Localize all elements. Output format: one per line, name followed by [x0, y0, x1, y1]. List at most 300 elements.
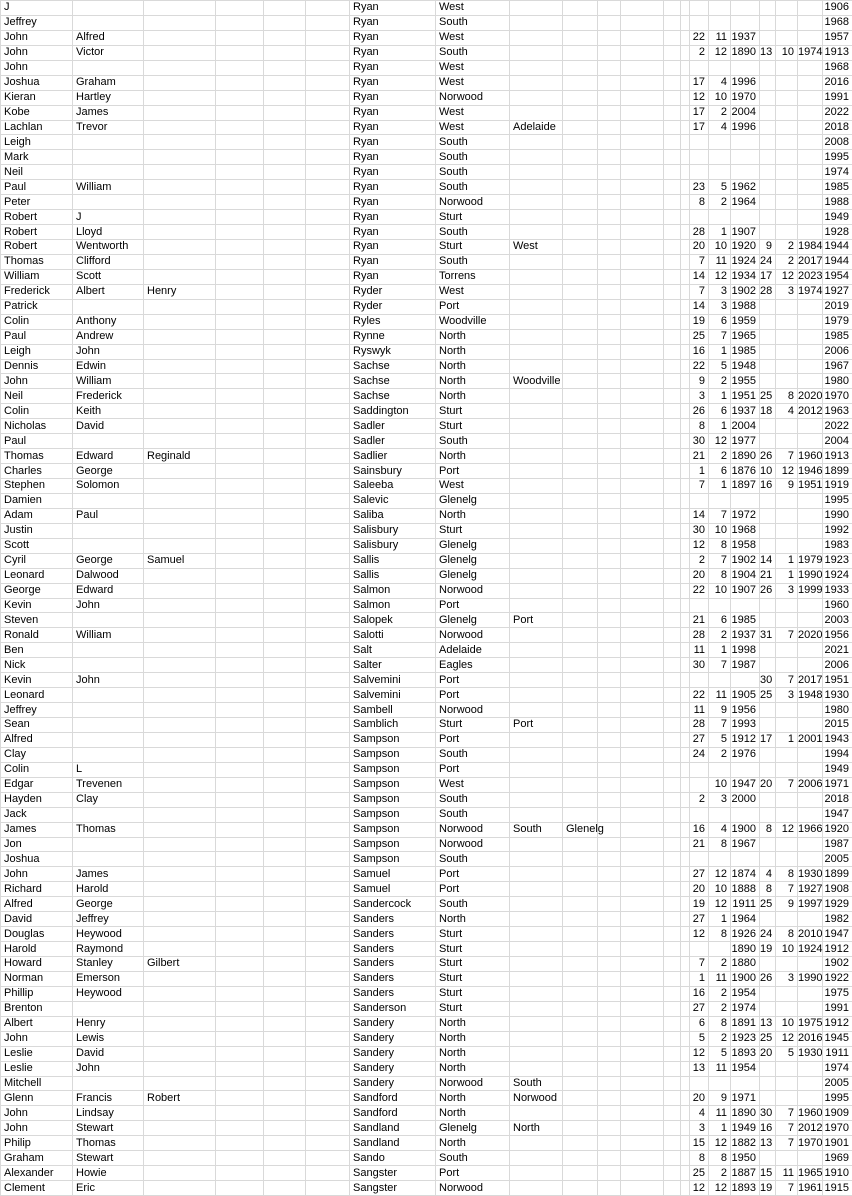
cell[interactable]: 1964 — [731, 912, 760, 927]
cell[interactable] — [621, 90, 664, 105]
cell[interactable] — [798, 658, 823, 673]
cell[interactable] — [144, 404, 216, 419]
cell[interactable]: Paul — [1, 329, 73, 344]
cell[interactable] — [264, 852, 306, 867]
cell[interactable] — [73, 299, 144, 314]
cell[interactable] — [264, 389, 306, 404]
cell[interactable] — [264, 508, 306, 523]
cell[interactable] — [216, 852, 264, 867]
cell[interactable] — [598, 568, 621, 583]
cell[interactable]: Saliba — [350, 508, 436, 523]
cell[interactable] — [216, 1076, 264, 1091]
cell[interactable] — [216, 419, 264, 434]
cell[interactable] — [681, 897, 690, 912]
cell[interactable]: 18 — [760, 404, 776, 419]
cell[interactable] — [709, 1, 731, 16]
cell[interactable] — [563, 523, 598, 538]
cell[interactable]: Ryan — [350, 75, 436, 90]
cell[interactable] — [760, 538, 776, 553]
cell[interactable] — [598, 150, 621, 165]
cell[interactable] — [664, 762, 681, 777]
cell[interactable] — [760, 165, 776, 180]
cell[interactable]: 22 — [690, 583, 709, 598]
cell[interactable]: 1912 — [823, 942, 852, 957]
cell[interactable] — [144, 583, 216, 598]
cell[interactable]: 1944 — [823, 240, 852, 255]
cell[interactable]: 2 — [776, 240, 798, 255]
cell[interactable] — [709, 762, 731, 777]
cell[interactable]: 7 — [690, 254, 709, 269]
cell[interactable] — [563, 986, 598, 1001]
cell[interactable]: Port — [510, 613, 563, 628]
cell[interactable] — [216, 867, 264, 882]
cell[interactable] — [760, 225, 776, 240]
cell[interactable] — [264, 105, 306, 120]
cell[interactable] — [664, 1121, 681, 1136]
cell[interactable] — [510, 628, 563, 643]
cell[interactable]: 1963 — [823, 404, 852, 419]
cell[interactable] — [563, 449, 598, 464]
cell[interactable] — [216, 374, 264, 389]
cell[interactable]: 16 — [760, 1121, 776, 1136]
cell[interactable]: 12 — [709, 1181, 731, 1196]
cell[interactable] — [690, 598, 709, 613]
cell[interactable] — [216, 1, 264, 16]
cell[interactable]: John — [73, 598, 144, 613]
cell[interactable]: 2 — [709, 986, 731, 1001]
cell[interactable] — [681, 195, 690, 210]
cell[interactable] — [621, 508, 664, 523]
cell[interactable]: 1966 — [798, 823, 823, 836]
cell[interactable]: 1951 — [823, 673, 852, 688]
cell[interactable]: 7 — [709, 553, 731, 568]
cell[interactable] — [664, 688, 681, 703]
cell[interactable]: 8 — [760, 882, 776, 897]
cell[interactable] — [216, 165, 264, 180]
cell[interactable] — [760, 1076, 776, 1091]
cell[interactable] — [621, 344, 664, 359]
cell[interactable]: Robert — [1, 240, 73, 255]
cell[interactable] — [760, 344, 776, 359]
cell[interactable]: 8 — [690, 1151, 709, 1166]
cell[interactable] — [306, 553, 350, 568]
cell[interactable]: 2020 — [798, 389, 823, 402]
cell[interactable]: 1962 — [731, 180, 760, 195]
cell[interactable] — [598, 747, 621, 762]
cell[interactable] — [664, 479, 681, 494]
cell[interactable] — [681, 927, 690, 942]
cell[interactable] — [621, 389, 664, 404]
cell[interactable] — [510, 523, 563, 538]
cell[interactable]: 1949 — [823, 762, 852, 777]
cell[interactable]: South — [436, 852, 510, 867]
cell[interactable]: 2 — [709, 449, 731, 464]
cell[interactable] — [664, 523, 681, 538]
cell[interactable] — [681, 419, 690, 434]
cell[interactable]: Glenelg — [436, 568, 510, 583]
cell[interactable]: Jeffrey — [1, 15, 73, 30]
cell[interactable]: 7 — [776, 673, 798, 688]
cell[interactable] — [664, 299, 681, 314]
cell[interactable]: 1901 — [823, 1136, 852, 1151]
cell[interactable]: 1933 — [823, 583, 852, 598]
cell[interactable]: David — [1, 912, 73, 927]
cell[interactable]: 19 — [760, 942, 776, 957]
cell[interactable] — [264, 269, 306, 284]
cell[interactable] — [144, 329, 216, 344]
cell[interactable] — [681, 15, 690, 30]
cell[interactable] — [681, 30, 690, 45]
cell[interactable]: Sanders — [350, 986, 436, 1001]
cell[interactable] — [664, 284, 681, 299]
cell[interactable] — [598, 1136, 621, 1151]
cell[interactable] — [216, 389, 264, 404]
cell[interactable] — [306, 1181, 350, 1196]
cell[interactable] — [598, 927, 621, 942]
cell[interactable]: Port — [436, 882, 510, 897]
cell[interactable] — [264, 628, 306, 643]
cell[interactable]: 20 — [690, 882, 709, 897]
cell[interactable]: 13 — [760, 45, 776, 60]
cell[interactable] — [216, 583, 264, 598]
cell[interactable]: Sturt — [436, 986, 510, 1001]
cell[interactable]: 1985 — [731, 344, 760, 359]
cell[interactable]: Sturt — [436, 957, 510, 972]
cell[interactable] — [664, 1016, 681, 1031]
cell[interactable]: West — [436, 120, 510, 135]
cell[interactable] — [563, 852, 598, 867]
cell[interactable] — [621, 150, 664, 165]
cell[interactable]: 10 — [776, 45, 798, 60]
cell[interactable] — [510, 986, 563, 1001]
cell[interactable]: 10 — [760, 464, 776, 479]
cell[interactable] — [216, 732, 264, 747]
cell[interactable] — [776, 75, 798, 90]
cell[interactable] — [144, 688, 216, 703]
cell[interactable] — [621, 822, 664, 837]
cell[interactable] — [776, 1061, 798, 1076]
cell[interactable] — [144, 269, 216, 284]
cell[interactable] — [510, 165, 563, 180]
cell[interactable] — [598, 314, 621, 329]
cell[interactable]: 3 — [776, 971, 798, 986]
cell[interactable]: 10 — [709, 777, 731, 792]
cell[interactable] — [664, 1091, 681, 1106]
cell[interactable] — [731, 15, 760, 30]
cell[interactable] — [216, 553, 264, 568]
cell[interactable]: Salmon — [350, 598, 436, 613]
cell[interactable]: 2004 — [731, 105, 760, 120]
cell[interactable] — [306, 180, 350, 195]
cell[interactable] — [798, 718, 823, 733]
cell[interactable] — [760, 493, 776, 508]
cell[interactable] — [264, 180, 306, 195]
cell[interactable] — [216, 240, 264, 255]
cell[interactable]: 12 — [776, 822, 798, 837]
cell[interactable] — [264, 867, 306, 882]
cell[interactable]: North — [436, 1106, 510, 1121]
cell[interactable] — [144, 747, 216, 762]
cell[interactable] — [664, 105, 681, 120]
cell[interactable]: 11 — [709, 254, 731, 269]
cell[interactable] — [664, 449, 681, 464]
cell[interactable] — [510, 568, 563, 583]
cell[interactable]: 1983 — [823, 538, 852, 553]
cell[interactable] — [306, 822, 350, 837]
cell[interactable] — [216, 598, 264, 613]
cell[interactable] — [306, 329, 350, 344]
cell[interactable]: 2008 — [823, 135, 852, 150]
cell[interactable] — [264, 329, 306, 344]
cell[interactable] — [621, 643, 664, 658]
cell[interactable] — [510, 1166, 563, 1181]
cell[interactable]: 12 — [709, 45, 731, 60]
cell[interactable] — [563, 658, 598, 673]
cell[interactable] — [216, 1061, 264, 1076]
cell[interactable] — [264, 703, 306, 718]
cell[interactable]: 13 — [760, 1016, 776, 1031]
cell[interactable]: Glenelg — [436, 493, 510, 508]
cell[interactable] — [510, 942, 563, 957]
cell[interactable] — [306, 628, 350, 643]
cell[interactable] — [598, 852, 621, 867]
cell[interactable]: West — [436, 1, 510, 16]
cell[interactable] — [681, 314, 690, 329]
cell[interactable] — [776, 837, 798, 852]
cell[interactable] — [798, 15, 823, 30]
cell[interactable] — [760, 703, 776, 718]
cell[interactable]: 12 — [709, 1136, 731, 1151]
cell[interactable] — [681, 777, 690, 792]
cell[interactable] — [776, 419, 798, 434]
cell[interactable]: Rynne — [350, 329, 436, 344]
cell[interactable]: 3 — [690, 389, 709, 404]
cell[interactable]: William — [1, 269, 73, 284]
cell[interactable] — [760, 120, 776, 135]
cell[interactable]: Leslie — [1, 1061, 73, 1076]
cell[interactable] — [563, 747, 598, 762]
cell[interactable] — [731, 1076, 760, 1091]
cell[interactable]: Ryan — [350, 120, 436, 135]
cell[interactable] — [510, 538, 563, 553]
cell[interactable]: 24 — [690, 747, 709, 762]
cell[interactable] — [216, 150, 264, 165]
cell[interactable] — [563, 1166, 598, 1181]
cell[interactable]: 1990 — [798, 569, 823, 582]
cell[interactable]: Clay — [73, 792, 144, 807]
cell[interactable] — [144, 195, 216, 210]
cell[interactable]: 4 — [709, 75, 731, 90]
cell[interactable]: Ryan — [350, 90, 436, 105]
cell[interactable]: 1927 — [823, 284, 852, 299]
cell[interactable] — [73, 135, 144, 150]
cell[interactable]: 2017 — [798, 255, 823, 268]
cell[interactable] — [598, 957, 621, 972]
cell[interactable] — [144, 359, 216, 374]
cell[interactable] — [216, 30, 264, 45]
cell[interactable] — [306, 210, 350, 225]
cell[interactable]: Sampson — [350, 747, 436, 762]
cell[interactable]: 1961 — [798, 1181, 823, 1194]
cell[interactable] — [563, 404, 598, 419]
cell[interactable] — [621, 299, 664, 314]
cell[interactable] — [681, 449, 690, 464]
cell[interactable]: 1900 — [731, 822, 760, 837]
cell[interactable]: 4 — [709, 822, 731, 837]
cell[interactable]: North — [436, 329, 510, 344]
cell[interactable]: Emerson — [73, 971, 144, 986]
cell[interactable]: Sallis — [350, 553, 436, 568]
cell[interactable]: Salt — [350, 643, 436, 658]
cell[interactable] — [264, 613, 306, 628]
cell[interactable] — [798, 150, 823, 165]
cell[interactable]: 6 — [709, 314, 731, 329]
cell[interactable] — [264, 792, 306, 807]
cell[interactable]: John — [1, 1121, 73, 1136]
cell[interactable] — [681, 1061, 690, 1076]
cell[interactable] — [510, 1151, 563, 1166]
cell[interactable] — [681, 60, 690, 75]
cell[interactable]: Joshua — [1, 75, 73, 90]
cell[interactable]: Sturt — [436, 927, 510, 942]
cell[interactable] — [664, 957, 681, 972]
cell[interactable] — [621, 254, 664, 269]
cell[interactable] — [216, 60, 264, 75]
cell[interactable] — [664, 1, 681, 16]
cell[interactable]: 21 — [690, 613, 709, 628]
cell[interactable]: 2010 — [798, 927, 823, 940]
cell[interactable] — [264, 165, 306, 180]
cell[interactable]: 1906 — [823, 1, 852, 16]
cell[interactable]: Leonard — [1, 568, 73, 583]
cell[interactable] — [144, 538, 216, 553]
cell[interactable] — [306, 777, 350, 792]
cell[interactable] — [776, 986, 798, 1001]
cell[interactable]: Woodville — [510, 374, 563, 389]
cell[interactable]: 27 — [690, 732, 709, 747]
cell[interactable]: Albert — [1, 1016, 73, 1031]
cell[interactable]: 1954 — [731, 1061, 760, 1076]
cell[interactable]: Harold — [73, 882, 144, 897]
cell[interactable]: Graham — [1, 1151, 73, 1166]
cell[interactable] — [306, 225, 350, 240]
cell[interactable]: Brenton — [1, 1001, 73, 1016]
cell[interactable] — [510, 1106, 563, 1121]
cell[interactable] — [798, 165, 823, 180]
cell[interactable]: Samblich — [350, 718, 436, 733]
cell[interactable]: 1913 — [823, 449, 852, 464]
cell[interactable]: 21 — [760, 568, 776, 583]
cell[interactable] — [776, 359, 798, 374]
cell[interactable] — [264, 479, 306, 494]
cell[interactable] — [264, 777, 306, 792]
cell[interactable] — [798, 986, 823, 1001]
cell[interactable] — [306, 1031, 350, 1046]
cell[interactable] — [621, 479, 664, 494]
cell[interactable] — [510, 643, 563, 658]
cell[interactable] — [264, 404, 306, 419]
cell[interactable] — [510, 60, 563, 75]
cell[interactable] — [664, 1181, 681, 1196]
cell[interactable]: 1947 — [823, 927, 852, 942]
cell[interactable]: 1985 — [823, 329, 852, 344]
cell[interactable] — [216, 643, 264, 658]
cell[interactable]: Ryan — [350, 30, 436, 45]
cell[interactable] — [216, 404, 264, 419]
cell[interactable] — [731, 135, 760, 150]
cell[interactable] — [264, 971, 306, 986]
cell[interactable]: 1912 — [823, 1016, 852, 1031]
cell[interactable]: 1999 — [798, 584, 823, 597]
cell[interactable] — [621, 419, 664, 434]
cell[interactable] — [306, 658, 350, 673]
cell[interactable] — [798, 912, 823, 927]
cell[interactable]: 6 — [709, 464, 731, 479]
cell[interactable]: Sandercock — [350, 897, 436, 912]
cell[interactable]: Sangster — [350, 1181, 436, 1196]
cell[interactable]: 8 — [709, 1016, 731, 1031]
cell[interactable]: 11 — [690, 703, 709, 718]
cell[interactable]: 1 — [690, 971, 709, 986]
cell[interactable]: 1891 — [731, 1016, 760, 1031]
cell[interactable] — [216, 837, 264, 852]
cell[interactable]: Ryan — [350, 45, 436, 60]
cell[interactable] — [621, 45, 664, 60]
cell[interactable]: 7 — [776, 882, 798, 897]
cell[interactable] — [264, 643, 306, 658]
cell[interactable]: South — [436, 747, 510, 762]
cell[interactable] — [510, 195, 563, 210]
cell[interactable] — [760, 1001, 776, 1016]
cell[interactable] — [681, 822, 690, 837]
cell[interactable] — [264, 986, 306, 1001]
cell[interactable]: 1959 — [731, 314, 760, 329]
cell[interactable]: Norwood — [436, 822, 510, 837]
cell[interactable] — [776, 852, 798, 867]
cell[interactable]: Sandery — [350, 1046, 436, 1061]
cell[interactable]: 7 — [776, 1121, 798, 1136]
cell[interactable] — [760, 30, 776, 45]
cell[interactable] — [216, 1016, 264, 1031]
cell[interactable]: 1970 — [798, 1136, 823, 1149]
cell[interactable]: Sachse — [350, 359, 436, 374]
cell[interactable] — [510, 105, 563, 120]
cell[interactable] — [306, 15, 350, 30]
cell[interactable] — [760, 434, 776, 449]
cell[interactable] — [760, 210, 776, 225]
cell[interactable] — [776, 538, 798, 553]
cell[interactable]: South — [436, 1151, 510, 1166]
cell[interactable]: 1937 — [731, 30, 760, 45]
cell[interactable]: Thomas — [73, 822, 144, 837]
cell[interactable] — [306, 90, 350, 105]
cell[interactable]: Salvemini — [350, 688, 436, 703]
cell[interactable]: 2017 — [798, 673, 823, 686]
cell[interactable]: Robert — [144, 1091, 216, 1106]
cell[interactable] — [144, 1166, 216, 1181]
cell[interactable]: Sturt — [436, 942, 510, 957]
cell[interactable] — [216, 359, 264, 374]
cell[interactable]: Salvemini — [350, 673, 436, 688]
cell[interactable]: 19 — [760, 1181, 776, 1196]
cell[interactable]: 3 — [709, 792, 731, 807]
cell[interactable] — [798, 344, 823, 359]
cell[interactable] — [598, 269, 621, 284]
cell[interactable] — [510, 135, 563, 150]
cell[interactable]: 21 — [690, 837, 709, 852]
cell[interactable]: Thomas — [73, 1136, 144, 1151]
cell[interactable]: 7 — [776, 777, 798, 792]
